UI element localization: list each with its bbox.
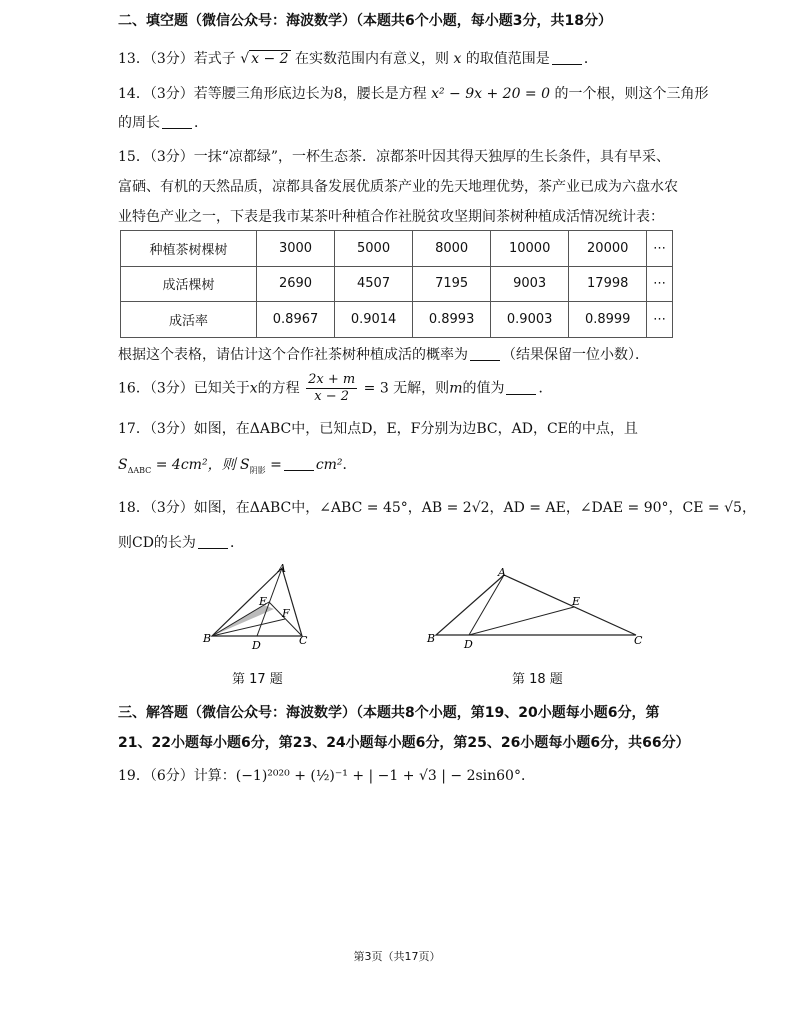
section-3-title-line1: 三、解答题（微信公众号：海波数学）（本题共8个小题，第19、20小题每小题6分，第	[118, 705, 660, 721]
table-cell: 20000	[569, 231, 647, 267]
table-row	[121, 266, 673, 302]
figure-17-caption: 第 17 题	[232, 672, 283, 687]
question-17-line1: 17．（3分）如图，在ΔABC中，已知点D，E，F分别为边BC，AD，CE的中点，且	[118, 421, 638, 437]
table-cell: 0.8993	[413, 302, 491, 338]
table-cell: ⋯	[647, 302, 673, 338]
triangle-abc	[436, 575, 636, 635]
shaded-region	[212, 605, 274, 636]
q15-answer-blank[interactable]	[470, 346, 500, 361]
table-cell: ⋯	[647, 266, 673, 302]
label-e: E	[572, 595, 581, 608]
label-a: A	[498, 566, 506, 579]
question-15-after: 根据这个表格，请估计这个合作社茶树种植成活的概率为 （结果保留一位小数）．	[118, 347, 649, 363]
table-cell: 0.9003	[491, 302, 569, 338]
question-13: 13．（3分）若式子 √ x − 2 在实数范围内有意义，则 x 的取值范围是 ．	[118, 51, 598, 67]
question-15-line3: 业特色产业之一，下表是我市某茶叶种植合作社脱贫攻坚期间茶树种植成活情况统计表：	[118, 209, 664, 225]
q16-number: 16．（3分）	[118, 380, 194, 397]
q18-number: 18．（3分）	[118, 500, 194, 516]
table-cell: 7195	[413, 266, 491, 302]
q13-text-b: 在实数范围内有意义，则	[295, 51, 449, 67]
q13-sqrt: √ x − 2	[240, 51, 289, 67]
question-14-line2: 的周长 ．	[118, 115, 208, 131]
question-15-line2: 富硒、有机的天然品质，凉都具备发展优质茶产业的先天地理优势，茶产业已成为六盘水农	[118, 179, 678, 195]
q13-text-c: 的取值范围是	[465, 51, 550, 67]
table-cell: 0.8999	[569, 302, 647, 338]
label-a: A	[278, 562, 286, 575]
q19-expression: (−1)²⁰²⁰ + (½)⁻¹ + | −1 + √3 | − 2sin60°．	[235, 768, 535, 784]
q16-answer-blank[interactable]	[506, 380, 536, 395]
q15-number: 15．（3分）	[118, 149, 194, 165]
table-cell: 成活棵树	[121, 266, 257, 302]
table-cell: 3000	[257, 231, 335, 267]
q14-answer-blank[interactable]	[162, 114, 192, 129]
question-14: 14．（3分）若等腰三角形底边长为8，腰长是方程 x² − 9x + 20 = 0 的一个根，则这个三角形	[118, 86, 709, 102]
question-16: 16．（3分）已知关于x的方程 $\frac{2x + m}{x - 2}$ = 3 无解，则m的值为 ．	[118, 372, 553, 404]
figure-17-diagram	[198, 562, 318, 652]
figure-18-diagram	[422, 562, 652, 652]
label-d: D	[464, 638, 473, 651]
table-cell: 0.9014	[335, 302, 413, 338]
question-18-line2: 则CD的长为 ．	[118, 535, 244, 551]
q17-answer-blank[interactable]	[284, 456, 314, 471]
page-footer: 第3页（共17页）	[353, 950, 441, 963]
label-b: B	[203, 632, 212, 645]
label-e: E	[259, 595, 268, 608]
table-cell: 8000	[413, 231, 491, 267]
q13-number: 13．（3分）	[118, 51, 194, 67]
question-18-line1: 18．（3分）如图，在ΔABC中，∠ABC = 45°，AB = 2√2，AD = AE，∠DAE = 90°，CE = √5，	[118, 500, 756, 516]
question-15-line1: 15．（3分）一抹“凉都绿”，一杯生态茶．凉都茶叶因其得天独厚的生长条件，具有早采、	[118, 149, 671, 165]
table-row	[121, 302, 673, 338]
table-row	[121, 231, 673, 267]
table-cell: 0.8967	[257, 302, 335, 338]
q17-number: 17．（3分）	[118, 421, 194, 437]
q16-fraction: $\frac{2x + m}{x - 2}$	[308, 372, 356, 404]
q13-var: x	[453, 51, 462, 67]
table-cell: 种植茶树棵树	[121, 231, 257, 267]
q18-answer-blank[interactable]	[198, 534, 228, 549]
table-cell: 成活率	[121, 302, 257, 338]
q13-text-a: 若式子	[193, 51, 236, 67]
section-2-title: 二、填空题（微信公众号：海波数学）（本题共6个小题，每小题3分，共18分）	[118, 13, 612, 29]
question-17-line2: $S_{\Delta ABC} = 4cm^2$，则 $S_{阴影} = cm^2$．	[118, 457, 357, 475]
segment-ad	[469, 575, 504, 635]
label-f: F	[282, 607, 290, 620]
table-cell: 9003	[491, 266, 569, 302]
table-cell: 2690	[257, 266, 335, 302]
q13-answer-blank[interactable]	[552, 50, 582, 65]
q14-number: 14．（3分）	[118, 86, 194, 102]
table-cell: 10000	[491, 231, 569, 267]
label-d: D	[252, 639, 261, 652]
table-cell: 5000	[335, 231, 413, 267]
table-cell: ⋯	[647, 231, 673, 267]
label-c: C	[634, 634, 643, 647]
segment-de	[469, 607, 574, 635]
q14-equation: x² − 9x + 20 = 0	[431, 86, 551, 102]
table-cell: 17998	[569, 266, 647, 302]
question-19: 19．（6分）计算：(−1)²⁰²⁰ + (½)⁻¹ + | −1 + √3 | − 2sin60°．	[118, 768, 535, 784]
label-b: B	[427, 632, 436, 645]
label-c: C	[299, 634, 308, 647]
q19-number: 19．（6分）	[118, 768, 194, 784]
tea-survival-table	[120, 230, 673, 338]
segment-bf	[212, 619, 285, 636]
table-cell: 4507	[335, 266, 413, 302]
figure-18-caption: 第 18 题	[512, 672, 563, 687]
section-3-title-line2: 21、22小题每小题6分，第23、24小题每小题6分，第25、26小题每小题6分，共66分）	[118, 735, 690, 751]
